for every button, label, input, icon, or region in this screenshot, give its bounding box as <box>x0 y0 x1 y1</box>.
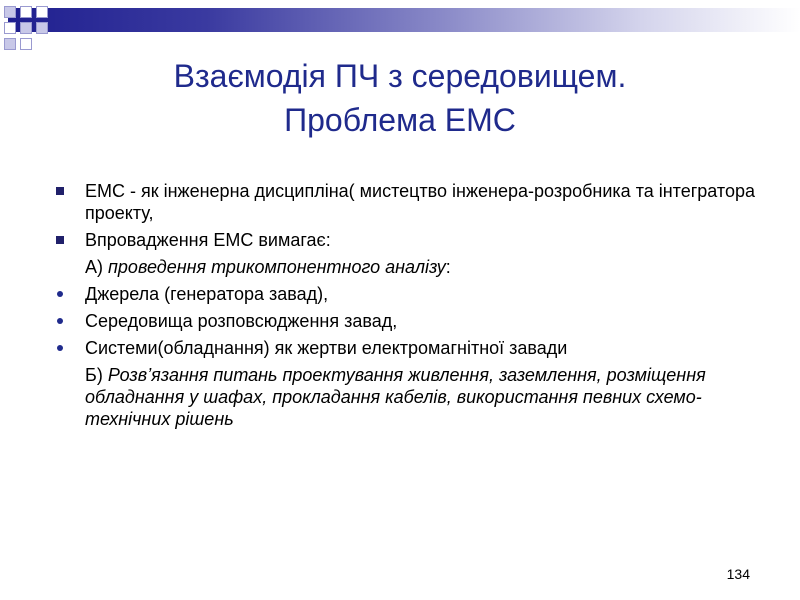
list-item <box>56 180 756 224</box>
list-item <box>56 229 756 251</box>
item-text: ЕМС - як інженерна дисципліна( мистецтво інженера-розробника та інтегратора проекту, <box>85 181 755 223</box>
list-item <box>56 283 756 305</box>
dot-bullet-icon <box>57 291 63 297</box>
square-bullet-icon <box>56 236 64 244</box>
item-italic-text: Розв’язання питань проектування живлення, заземлення, розміщення обладнання у шафах, прокладання кабелів, використання певних схемо-технічних рішень <box>85 365 706 429</box>
title-line-2: Проблема ЕМС <box>284 102 516 138</box>
item-suffix: : <box>445 257 451 277</box>
decor-square <box>36 22 48 34</box>
item-text: Середовища розповсюдження завад, <box>85 311 398 331</box>
list-item <box>56 256 756 278</box>
slide-title <box>0 54 800 142</box>
decor-square <box>36 6 48 18</box>
list-item <box>56 337 756 359</box>
slide-body <box>56 180 756 435</box>
decor-square <box>20 38 32 50</box>
list-item <box>56 364 756 430</box>
item-prefix: А) <box>85 257 109 277</box>
square-bullet-icon <box>56 187 64 195</box>
dot-bullet-icon <box>57 345 63 351</box>
item-italic-text: проведення трикомпонентного аналізу <box>108 257 446 277</box>
item-text: Системи(обладнання) як жертви електромагнітної завади <box>85 338 568 358</box>
decor-square <box>20 6 32 18</box>
decor-square <box>4 22 16 34</box>
gradient-bar <box>8 8 800 32</box>
item-text: Джерела (генератора завад), <box>85 284 329 304</box>
decor-square <box>4 6 16 18</box>
title-line-1: Взаємодія ПЧ з середовищем. <box>173 58 627 94</box>
item-text: Впровадження ЕМС вимагає: <box>85 230 331 250</box>
decor-square <box>20 22 32 34</box>
page-number: 134 <box>726 566 750 582</box>
item-prefix: Б) <box>85 365 108 385</box>
dot-bullet-icon <box>57 318 63 324</box>
list-item <box>56 310 756 332</box>
decor-square <box>4 38 16 50</box>
